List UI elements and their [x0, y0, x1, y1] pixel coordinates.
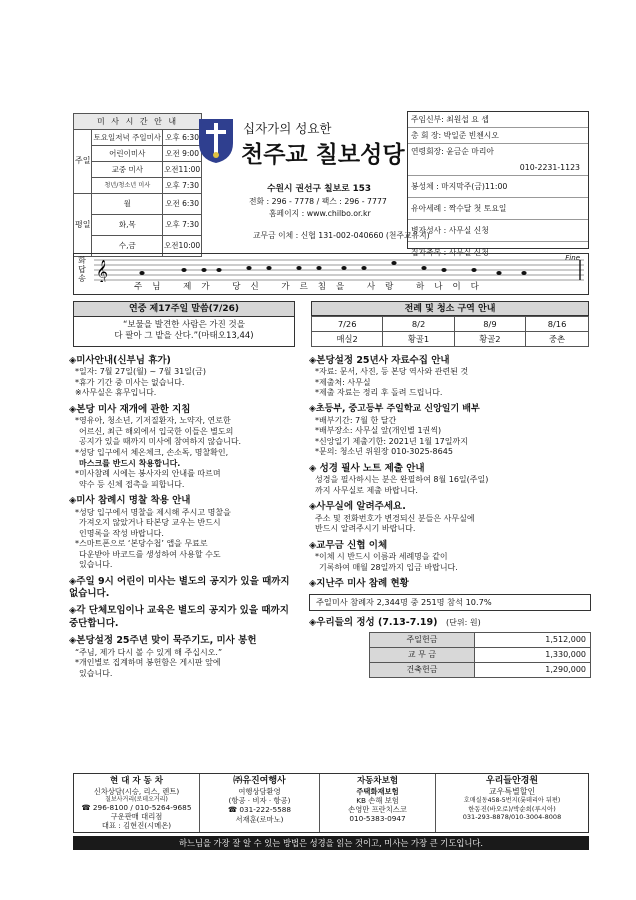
ad-line: 손영만 프란치스코	[348, 804, 407, 814]
mass-time: 오전10:00	[163, 236, 202, 257]
roster-date: 8/16	[526, 317, 589, 332]
notice-line: 주소 및 전화번호가 변경되신 분들은 사무실에	[315, 513, 475, 523]
roster-date: 8/2	[383, 317, 454, 332]
notice-title: ◈초등부, 중고등부 주일학교 신앙일기 배부	[309, 403, 480, 414]
ad-line: 서재훈(로마노)	[235, 814, 284, 824]
notice-section	[69, 404, 301, 490]
notice-title: ◈본당 미사 재개에 관한 지침	[69, 403, 191, 415]
offering-label: 교 무 금	[370, 647, 475, 662]
funeral-line: 봉성체 : 마지막주(금)11:00	[408, 176, 588, 198]
notice-title: ◈미사 참례시 명찰 착용 안내	[69, 495, 191, 507]
women-phone-line: 010-2231-1123	[408, 160, 588, 176]
ad-line: ☎ 296-8100 / 010-5264-9685	[81, 803, 192, 813]
weekly-word-line-1: “보물을 발견한 사람은 가진 것을	[123, 320, 245, 330]
ad-line: 주택화재보험	[356, 786, 399, 796]
notice-line: *스마트폰으로 ‘본당수첩’ 앱을 무료로	[75, 539, 208, 549]
ad-line: 호매실동458-5번지(롯데리아 뒤편)	[463, 797, 561, 805]
psalm-lyrics: 주님 제가 당신 가르침을 사랑 하나이다	[134, 282, 489, 292]
offering-table	[369, 632, 591, 678]
pastor-line: 주임신부: 최원섭 요 셉	[408, 112, 588, 128]
weekly-word-line-2: 다 팔아 그 밭을 산다.”(마태오13,44)	[114, 330, 254, 341]
ad-line: 한동진(바오로)/박순희(루시아)	[468, 805, 556, 813]
notice-line: 반드시 알려주시기 바랍니다.	[315, 524, 416, 534]
president-line: 총 회 장: 박일준 빈첸시오	[408, 128, 588, 144]
notice-line: 약수 등 신체 접촉을 피합니다.	[79, 479, 185, 489]
notice-section	[309, 540, 591, 573]
house-blessing-line: 집자축복 : 사무실 신청	[411, 248, 489, 257]
ad-line: 자동차보험	[356, 776, 399, 786]
ad-optician	[436, 774, 588, 832]
ad-hyundai	[74, 774, 200, 832]
mass-time: 오전11:00	[163, 162, 202, 178]
church-phone: 전화 : 296 - 7778 / 팩스 : 296 - 7777	[249, 197, 387, 206]
church-address: 수원시 권선구 칠보로 153	[267, 184, 372, 194]
bulletin-page	[65, 105, 591, 848]
weekly-word-box	[73, 301, 295, 347]
church-homepage: 홈페이지 : www.chilbo.or.kr	[269, 209, 371, 218]
ad-insurance	[320, 774, 436, 832]
notice-section	[69, 635, 301, 679]
church-subtitle: 십자가의 성요한	[243, 121, 332, 136]
notice-section	[309, 404, 591, 458]
notice-title: ◈사무실에 알려주세요.	[309, 501, 406, 513]
notice-section	[309, 355, 591, 399]
mass-label: 청년/청소년 미사	[92, 178, 163, 194]
notice-line: 까지 사무실로 제출 바랍니다.	[315, 485, 418, 495]
notice-line: 기록하여 매월 28일까지 입금 바랍니다.	[319, 562, 458, 572]
mass-label: 월	[92, 194, 163, 215]
ad-line: 031-293-8878/010-3004-8008	[462, 813, 562, 822]
notice-line: ※사무실은 휴무입니다.	[75, 388, 157, 398]
mass-label: 어린이미사	[92, 146, 163, 162]
offering-title: ◈우리들의 정성 (7.13-7.19)	[309, 616, 438, 628]
mass-time: 오후 7:30	[163, 215, 202, 236]
notice-line: *휴가 기간 중 미사는 없습니다.	[75, 377, 185, 387]
psalm-label: 화답송	[78, 256, 86, 284]
mass-label: 화,목	[92, 215, 163, 236]
notice-section	[309, 463, 591, 496]
roster-area: 중촌	[526, 332, 589, 347]
mass-schedule-table	[73, 113, 202, 257]
notice-line: 있습니다.	[79, 560, 113, 570]
ad-line: 신차상담(시승, 리스, 렌트)	[93, 786, 180, 796]
notice-line: *제출 자료는 정리 후 돌려 드립니다.	[315, 388, 443, 398]
mass-schedule-title: 미 사 시 간 안 내	[74, 114, 202, 130]
notice-line: 다운받아 바코드를 생성하여 사용할 수도	[79, 549, 221, 559]
notice-line: 가져오지 않았거나 타본당 교우는 반드시	[79, 518, 221, 528]
notice-line: 어르신, 최근 해외에서 입국한 이들은 별도의	[79, 426, 234, 436]
ad-line: 현 대 자 동 차	[110, 776, 163, 786]
notice-section	[309, 578, 591, 590]
ad-line: 교우특별할인	[488, 787, 536, 797]
notice-title: ◈지난주 미사 참례 현황	[309, 578, 409, 590]
offering-unit: (단위: 원)	[446, 617, 481, 627]
notice-title: ◈각 단체모임이나 교육은 별도의 공지가 있을 때까지 중단합니다.	[69, 605, 289, 629]
ad-line: 구운판매 대리점	[110, 812, 163, 822]
notice-line: 성경을 필사하시는 분은 완필하여 8월 16일(주일)	[315, 475, 489, 485]
notice-title: ◈미사안내(신부님 휴가)	[69, 355, 171, 366]
liturgy-cleaning-roster	[311, 301, 589, 347]
notice-section	[69, 495, 301, 571]
ad-line: (항공 · 비자 · 항공)	[228, 796, 291, 806]
notice-title: ◈본당설정 25주년 맞이 묵주기도, 미사 봉헌	[69, 635, 257, 647]
offering-amount: 1,512,000	[475, 632, 591, 647]
ad-line: 여행상담환영	[238, 787, 281, 797]
psalm-response-box	[73, 253, 589, 295]
notice-line: *이체 시 반드시 이름과 세례명을 같이	[315, 552, 448, 562]
ad-line: ☎ 031-222-5588	[227, 805, 292, 815]
fine-mark: Fine	[565, 254, 580, 262]
notice-line: *일자: 7월 27일(월) ~ 7월 31일(금)	[75, 367, 206, 377]
offering-header	[309, 617, 591, 629]
music-staff-icon	[94, 256, 584, 282]
mass-time: 오전 6:30	[163, 194, 202, 215]
mass-label: 토요일저녁 주일미사	[92, 130, 163, 146]
mass-label: 수,금	[92, 236, 163, 257]
notice-line: 인명록을 작성 바랍니다.	[79, 528, 164, 538]
mass-time: 오후 6:30	[163, 130, 202, 146]
ad-line: 우리들안경원	[485, 776, 539, 786]
offering-amount: 1,290,000	[475, 662, 591, 677]
ad-line: KB 손해 보험	[356, 795, 399, 805]
notice-title: ◈본당설정 25년사 자료수집 안내	[309, 355, 450, 366]
sunday-label: 주일	[74, 130, 92, 194]
notice-line: 마스크를 반드시 착용합니다.	[79, 458, 181, 468]
notice-section	[69, 355, 301, 399]
notice-line: *신앙일기 제출기한: 2021년 1월 17일까지	[315, 436, 468, 446]
notice-title: ◈ 성경 필사 노트 제출 안내	[309, 462, 425, 474]
notice-title: ◈주일 9시 어린이 미사는 별도의 공지가 있을 때까지 없습니다.	[69, 575, 290, 600]
notice-line: *배부기간: 7월 한 달간	[315, 415, 397, 425]
right-notices	[309, 355, 591, 678]
notice-line: 있습니다.	[79, 668, 113, 678]
parish-info-box	[407, 111, 589, 257]
ad-travel	[200, 774, 320, 832]
mass-time: 오전 9:00	[163, 146, 202, 162]
notice-line: *영유아, 청소년, 기저질환자, 노약자, 연로한	[75, 416, 231, 426]
notice-line: *미사참례 시에는 봉사자의 안내를 따르며	[75, 469, 221, 479]
attendance-box: 주일미사 참례자 2,344명 중 251명 참석 10.7%	[309, 594, 591, 611]
notice-line: *개인별로 집계하며 봉헌함은 게시판 앞에	[75, 658, 221, 668]
weekday-label: 평일	[74, 194, 92, 257]
svg-text:𝄞: 𝄞	[96, 259, 108, 282]
sponsor-ads	[73, 773, 589, 833]
footer-quote: 하느님을 가장 잘 알 수 있는 방법은 성경을 읽는 것이고, 미사는 가장 큰 기도입니다.	[73, 836, 589, 850]
roster-area: 황골2	[454, 332, 525, 347]
roster-area: 황골1	[383, 332, 454, 347]
notice-line: *배부장소: 사무실 앞(개인별 1권씩)	[315, 426, 442, 436]
ad-line: 칠보사거리(로데오거리)	[105, 795, 168, 803]
women-president-line: 연령회장: 윤금순 마리아	[411, 147, 494, 156]
notice-line: *자료: 문서, 사진, 등 본당 역사와 관련된 것	[315, 367, 469, 377]
offering-label: 주일헌금	[370, 632, 475, 647]
notice-line: *제출처: 사무실	[315, 377, 371, 387]
mass-label: 교중 미사	[92, 162, 163, 178]
roster-date: 7/26	[312, 317, 383, 332]
offering-amount: 1,330,000	[475, 647, 591, 662]
ad-line: 대표 : 김현진(시메온)	[101, 821, 172, 831]
roster-title: 전례 및 청소 구역 안내	[311, 301, 589, 316]
mass-time: 오후 7:30	[163, 178, 202, 194]
ad-line: 010-5383-0947	[349, 813, 406, 823]
account-info: 교무금 이체 : 신협 131-002-040660 (천주교유지)	[253, 231, 430, 240]
weekly-word-title: 연중 제17주일 말씀(7/26)	[74, 302, 294, 317]
sick-line: 병자성사 : 사무실 신청	[408, 220, 588, 242]
roster-area: 매실2	[312, 332, 383, 347]
notice-title: ◈교무금 신협 이체	[309, 539, 388, 551]
church-emblem-icon	[195, 115, 237, 165]
notice-line: “주님, 제가 다시 볼 수 있게 해 주십시오.”	[75, 647, 223, 657]
notice-line: *성당 입구에서 명찰을 제시해 주시고 명찰을	[75, 507, 231, 517]
notice-section	[69, 576, 301, 601]
notice-line: *성당 입구에서 체온체크, 손소독, 명찰확인,	[75, 447, 229, 457]
offering-label: 건축헌금	[370, 662, 475, 677]
church-title: 천주교 칠보성당	[241, 141, 405, 168]
notice-section	[69, 605, 301, 630]
ad-line: ㈜유진여행사	[233, 776, 286, 786]
roster-date: 8/9	[454, 317, 525, 332]
left-notices	[69, 355, 301, 679]
notice-line: *문의: 청소년 위원장 010-3025-8645	[315, 447, 453, 457]
notice-section	[309, 501, 591, 534]
notice-line: 공지가 있을 때까지 미사에 참여하지 않습니다.	[79, 437, 242, 447]
baptism-line: 유아세례 : 짝수달 첫 토요일	[408, 198, 588, 220]
